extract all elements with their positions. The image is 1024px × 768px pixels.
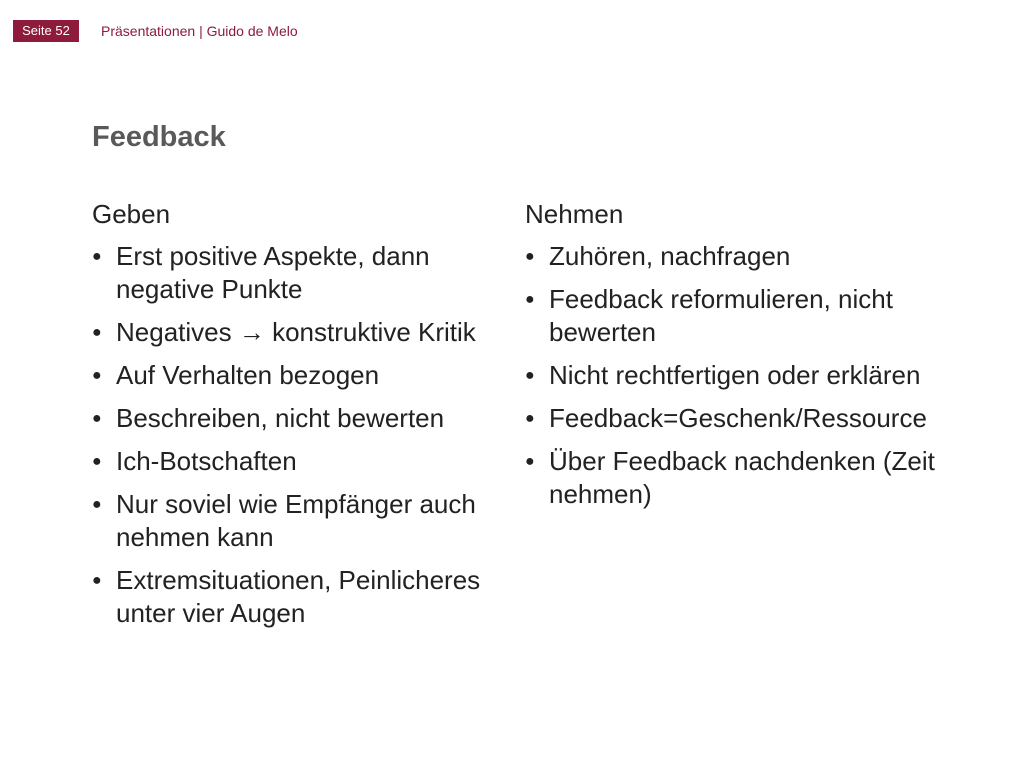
bullet-item [525,359,995,392]
left-column-heading: Geben [92,199,171,229]
slide-title: Feedback [92,121,226,153]
bullet-text: Nur soviel wie Empfänger auch nehmen kann [116,489,476,552]
bullet-item [92,445,492,478]
bullet-text: Beschreiben, nicht bewerten [116,403,445,433]
bullet-item [525,283,995,349]
bullet-icon: ● [525,248,535,265]
bullet-icon: ● [525,367,535,384]
slide-header [0,0,1024,44]
bullet-text: Feedback=Geschenk/Ressource [549,403,927,433]
bullet-icon: ● [92,572,102,589]
bullet-text: Feedback reformulieren, nicht bewerten [549,284,893,347]
bullet-item [92,488,492,554]
bullet-icon: ● [92,453,102,470]
bullet-item [525,445,995,511]
right-column-heading: Nehmen [525,199,624,229]
bullet-item [92,359,492,392]
left-bullet-list [92,240,492,630]
bullet-text: Nicht rechtfertigen oder erklären [549,360,921,390]
bullet-icon: ● [92,367,102,384]
bullet-icon: ● [525,291,535,308]
bullet-icon: ● [92,496,102,513]
bullet-text: Extremsituationen, Peinlicheres unter vier Augen [116,565,481,628]
bullet-icon: ● [92,324,102,341]
bullet-item [92,316,492,349]
bullet-item [525,402,995,435]
bullet-item [92,240,492,306]
bullet-item [525,240,995,273]
bullet-item [92,402,492,435]
bullet-text: Über Feedback nachdenken (Zeit nehmen) [549,446,935,509]
bullet-icon: ● [92,410,102,427]
bullet-icon: ● [92,248,102,265]
bullet-text: Ich-Botschaften [116,446,297,476]
header-title: Präsentationen | Guido de Melo [101,23,298,39]
page-number-badge: Seite 52 [13,20,79,42]
left-column [92,198,492,640]
bullet-text: Zuhören, nachfragen [549,241,791,271]
right-column [525,198,995,521]
bullet-text: Auf Verhalten bezogen [116,360,380,390]
bullet-icon: ● [525,453,535,470]
bullet-item [92,564,492,630]
bullet-text: Erst positive Aspekte, dann negative Punkte [116,241,430,304]
bullet-icon: ● [525,410,535,427]
bullet-text: Negatives → konstruktive Kritik [116,317,476,347]
right-bullet-list [525,240,995,511]
